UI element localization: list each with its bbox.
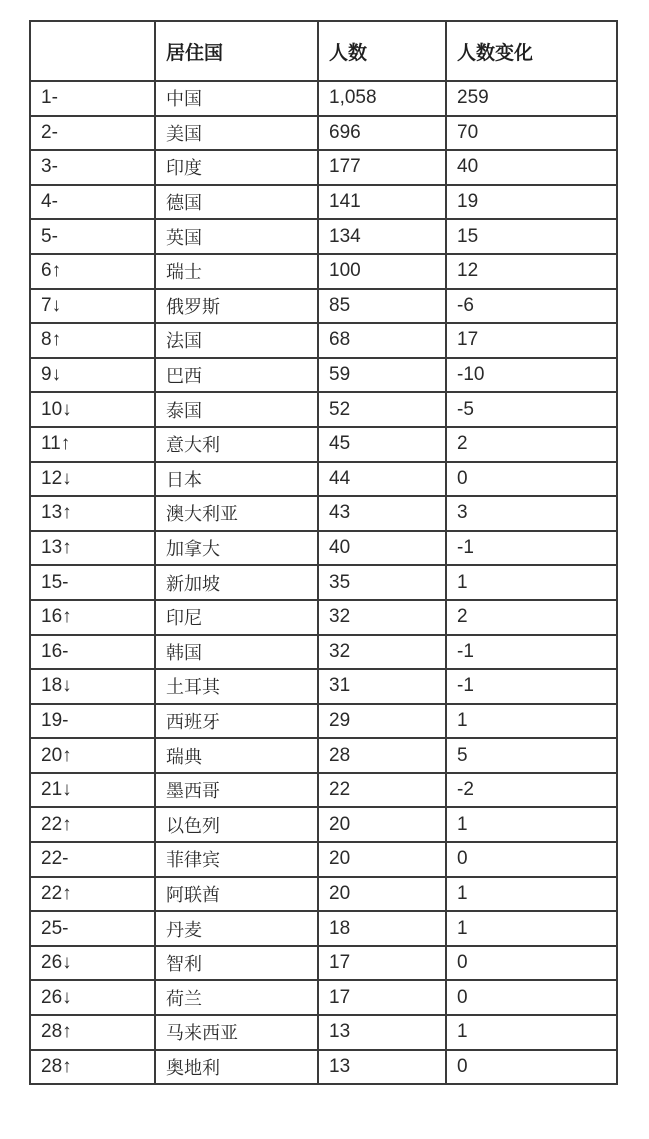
change-cell: 5 xyxy=(446,738,617,773)
count-cell: 29 xyxy=(318,704,446,739)
table-row xyxy=(30,150,617,185)
ranking-table xyxy=(29,20,618,1085)
table-row xyxy=(30,704,617,739)
rank-cell: 22- xyxy=(30,842,155,877)
change-cell: -10 xyxy=(446,358,617,393)
table-row xyxy=(30,842,617,877)
country-cell: 巴西 xyxy=(155,358,318,393)
count-cell: 18 xyxy=(318,911,446,946)
count-cell: 13 xyxy=(318,1015,446,1050)
table-row xyxy=(30,600,617,635)
rank-cell: 2- xyxy=(30,116,155,151)
change-cell: 1 xyxy=(446,1015,617,1050)
change-cell: 1 xyxy=(446,911,617,946)
rank-cell: 22↑ xyxy=(30,877,155,912)
country-cell: 印尼 xyxy=(155,600,318,635)
count-cell: 44 xyxy=(318,462,446,497)
change-cell: -1 xyxy=(446,669,617,704)
country-cell: 马来西亚 xyxy=(155,1015,318,1050)
rank-cell: 7↓ xyxy=(30,289,155,324)
count-cell: 20 xyxy=(318,877,446,912)
change-cell: 0 xyxy=(446,1050,617,1085)
country-cell: 美国 xyxy=(155,116,318,151)
table-row xyxy=(30,116,617,151)
rank-cell: 20↑ xyxy=(30,738,155,773)
count-cell: 59 xyxy=(318,358,446,393)
country-cell: 以色列 xyxy=(155,807,318,842)
rank-cell: 28↑ xyxy=(30,1050,155,1085)
table-row xyxy=(30,773,617,808)
rank-cell: 8↑ xyxy=(30,323,155,358)
table-row xyxy=(30,185,617,220)
change-cell: 0 xyxy=(446,980,617,1015)
change-cell: 1 xyxy=(446,704,617,739)
country-cell: 澳大利亚 xyxy=(155,496,318,531)
rank-cell: 19- xyxy=(30,704,155,739)
change-cell: 40 xyxy=(446,150,617,185)
count-cell: 85 xyxy=(318,289,446,324)
country-cell: 奥地利 xyxy=(155,1050,318,1085)
country-cell: 中国 xyxy=(155,81,318,116)
rank-cell: 3- xyxy=(30,150,155,185)
table-row xyxy=(30,462,617,497)
table-row xyxy=(30,81,617,116)
table-header xyxy=(30,21,617,81)
change-cell: 19 xyxy=(446,185,617,220)
change-cell: 1 xyxy=(446,565,617,600)
count-cell: 43 xyxy=(318,496,446,531)
rank-cell: 9↓ xyxy=(30,358,155,393)
count-cell: 696 xyxy=(318,116,446,151)
country-cell: 英国 xyxy=(155,219,318,254)
rank-cell: 15- xyxy=(30,565,155,600)
count-cell: 31 xyxy=(318,669,446,704)
country-cell: 丹麦 xyxy=(155,911,318,946)
country-cell: 印度 xyxy=(155,150,318,185)
change-cell: 1 xyxy=(446,877,617,912)
rank-cell: 13↑ xyxy=(30,531,155,566)
rank-cell: 26↓ xyxy=(30,946,155,981)
count-cell: 32 xyxy=(318,600,446,635)
rank-cell: 25- xyxy=(30,911,155,946)
rank-cell: 5- xyxy=(30,219,155,254)
change-cell: 0 xyxy=(446,946,617,981)
country-cell: 新加坡 xyxy=(155,565,318,600)
table-row xyxy=(30,635,617,670)
ranking-table-container xyxy=(29,20,616,1085)
change-cell: -6 xyxy=(446,289,617,324)
header-rank xyxy=(30,21,155,81)
rank-cell: 28↑ xyxy=(30,1015,155,1050)
change-cell: 2 xyxy=(446,427,617,462)
count-cell: 40 xyxy=(318,531,446,566)
count-cell: 32 xyxy=(318,635,446,670)
count-cell: 100 xyxy=(318,254,446,289)
change-cell: 17 xyxy=(446,323,617,358)
header-change: 人数变化 xyxy=(446,21,617,81)
change-cell: -1 xyxy=(446,531,617,566)
rank-cell: 21↓ xyxy=(30,773,155,808)
change-cell: -1 xyxy=(446,635,617,670)
header-count: 人数 xyxy=(318,21,446,81)
table-body xyxy=(30,81,617,1084)
rank-cell: 11↑ xyxy=(30,427,155,462)
change-cell: 15 xyxy=(446,219,617,254)
table-row xyxy=(30,738,617,773)
table-row xyxy=(30,323,617,358)
table-row xyxy=(30,427,617,462)
table-row xyxy=(30,946,617,981)
country-cell: 俄罗斯 xyxy=(155,289,318,324)
table-row xyxy=(30,565,617,600)
country-cell: 墨西哥 xyxy=(155,773,318,808)
count-cell: 45 xyxy=(318,427,446,462)
country-cell: 韩国 xyxy=(155,635,318,670)
count-cell: 52 xyxy=(318,392,446,427)
table-row xyxy=(30,669,617,704)
rank-cell: 4- xyxy=(30,185,155,220)
rank-cell: 6↑ xyxy=(30,254,155,289)
count-cell: 13 xyxy=(318,1050,446,1085)
table-row xyxy=(30,289,617,324)
count-cell: 68 xyxy=(318,323,446,358)
change-cell: 259 xyxy=(446,81,617,116)
change-cell: -5 xyxy=(446,392,617,427)
change-cell: 70 xyxy=(446,116,617,151)
country-cell: 德国 xyxy=(155,185,318,220)
table-row xyxy=(30,1050,617,1085)
rank-cell: 26↓ xyxy=(30,980,155,1015)
count-cell: 17 xyxy=(318,946,446,981)
count-cell: 177 xyxy=(318,150,446,185)
count-cell: 141 xyxy=(318,185,446,220)
table-row xyxy=(30,980,617,1015)
country-cell: 瑞典 xyxy=(155,738,318,773)
count-cell: 1,058 xyxy=(318,81,446,116)
rank-cell: 16↑ xyxy=(30,600,155,635)
country-cell: 荷兰 xyxy=(155,980,318,1015)
count-cell: 134 xyxy=(318,219,446,254)
table-row xyxy=(30,496,617,531)
count-cell: 20 xyxy=(318,842,446,877)
change-cell: 0 xyxy=(446,462,617,497)
table-row xyxy=(30,219,617,254)
change-cell: -2 xyxy=(446,773,617,808)
country-cell: 法国 xyxy=(155,323,318,358)
country-cell: 瑞士 xyxy=(155,254,318,289)
change-cell: 2 xyxy=(446,600,617,635)
rank-cell: 22↑ xyxy=(30,807,155,842)
header-country: 居住国 xyxy=(155,21,318,81)
table-row xyxy=(30,877,617,912)
change-cell: 3 xyxy=(446,496,617,531)
rank-cell: 16- xyxy=(30,635,155,670)
country-cell: 土耳其 xyxy=(155,669,318,704)
country-cell: 阿联酋 xyxy=(155,877,318,912)
country-cell: 菲律宾 xyxy=(155,842,318,877)
count-cell: 22 xyxy=(318,773,446,808)
country-cell: 智利 xyxy=(155,946,318,981)
change-cell: 12 xyxy=(446,254,617,289)
table-row xyxy=(30,392,617,427)
table-row xyxy=(30,358,617,393)
change-cell: 0 xyxy=(446,842,617,877)
header-row xyxy=(30,21,617,81)
table-row xyxy=(30,807,617,842)
change-cell: 1 xyxy=(446,807,617,842)
count-cell: 17 xyxy=(318,980,446,1015)
country-cell: 日本 xyxy=(155,462,318,497)
rank-cell: 10↓ xyxy=(30,392,155,427)
country-cell: 意大利 xyxy=(155,427,318,462)
count-cell: 20 xyxy=(318,807,446,842)
rank-cell: 18↓ xyxy=(30,669,155,704)
count-cell: 28 xyxy=(318,738,446,773)
country-cell: 加拿大 xyxy=(155,531,318,566)
rank-cell: 1- xyxy=(30,81,155,116)
count-cell: 35 xyxy=(318,565,446,600)
country-cell: 泰国 xyxy=(155,392,318,427)
rank-cell: 12↓ xyxy=(30,462,155,497)
country-cell: 西班牙 xyxy=(155,704,318,739)
table-row xyxy=(30,531,617,566)
table-row xyxy=(30,1015,617,1050)
rank-cell: 13↑ xyxy=(30,496,155,531)
table-row xyxy=(30,911,617,946)
table-row xyxy=(30,254,617,289)
